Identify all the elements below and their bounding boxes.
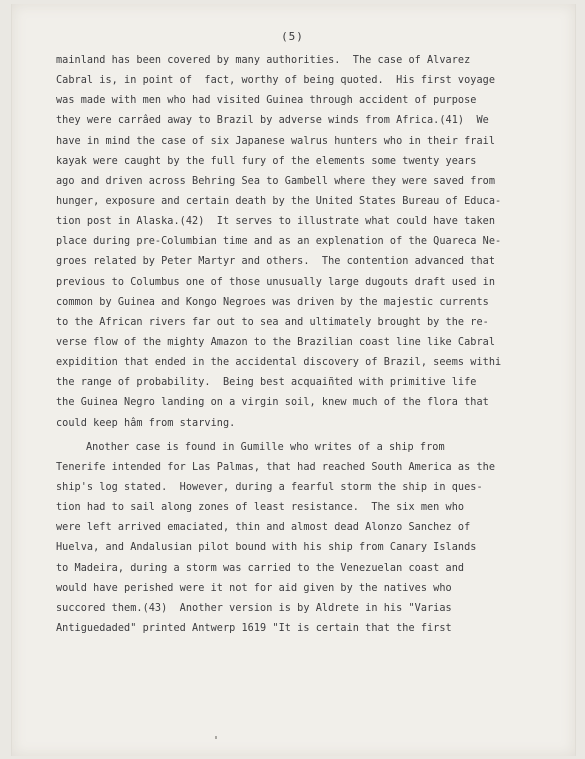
text-line: to the African rivers far out to sea and ultimately brought by the re- <box>56 316 489 328</box>
text-line: were left arrived emaciated, thin and almost dead Alonzo Sanchez of <box>56 522 471 534</box>
text-line: Cabral is, in point of fact, worthy of being quoted. His first voyage <box>56 75 496 87</box>
text-line: previous to Columbus one of those unusually large dugouts draft used in <box>56 276 496 288</box>
paragraph <box>56 438 571 639</box>
text-line: Huelva, and Andalusian pilot bound with his ship from Canary Islands <box>56 542 477 554</box>
text-line: to Madeira, during a storm was carried to the Venezuelan coast and <box>56 562 465 574</box>
text-line: Another case is found in Gumille who writes of a ship from <box>86 441 445 453</box>
text-line: succored them.(43) Another version is by Aldrete in his "Varias <box>56 602 452 614</box>
text-line: kayak were caught by the full fury of the elements some twenty years <box>56 155 477 167</box>
paper-mark <box>215 736 217 739</box>
text-line: tion post in Alaska.(42) It serves to illustrate what could have taken <box>56 216 496 228</box>
text-line: have in mind the case of six Japanese walrus hunters who in their frail <box>56 135 496 147</box>
text-line: the range of probability. Being best acquaiñted with primitive life <box>56 377 477 389</box>
text-line: common by Guinea and Kongo Negroes was driven by the majestic currents <box>56 296 489 308</box>
text-line: the Guinea Negro landing on a virgin soil, knew much of the flora that <box>56 397 489 409</box>
text-line: Tenerife intended for Las Palmas, that had reached South America as the <box>56 461 496 473</box>
text-line: they were carrâed away to Brazil by adverse winds from Africa.(41) We <box>56 115 489 127</box>
text-line: Antiguedaded" printed Antwerp 1619 "It is certain that the first <box>56 622 452 634</box>
typewritten-text <box>56 51 571 639</box>
text-line: place during pre-Columbian time and as an explenation of the Quareca Ne- <box>56 236 502 248</box>
text-line: would have perished were it not for aid given by the natives who <box>56 582 452 594</box>
text-line: mainland has been covered by many authorities. The case of Alvarez <box>56 55 471 66</box>
text-line: could keep hâm from starving. <box>56 417 236 429</box>
text-line: was made with men who had visited Guinea through accident of purpose <box>56 95 477 107</box>
text-line: expidition that ended in the accidental discovery of Brazil, seems withi <box>56 357 502 369</box>
page-number: (5) <box>281 30 304 43</box>
paragraph <box>56 51 571 434</box>
text-line: hunger, exposure and certain death by the United States Bureau of Educa- <box>56 195 502 207</box>
text-line: ship's log stated. However, during a fearful storm the ship in ques- <box>56 481 483 493</box>
text-line: groes related by Peter Martyr and others. The contention advanced that <box>56 256 496 268</box>
text-line: tion had to sail along zones of least resistance. The six men who <box>56 502 465 514</box>
text-line: ago and driven across Behring Sea to Gambell where they were saved from <box>56 175 496 187</box>
text-line: verse flow of the mighty Amazon to the Brazilian coast line like Cabral <box>56 336 496 348</box>
